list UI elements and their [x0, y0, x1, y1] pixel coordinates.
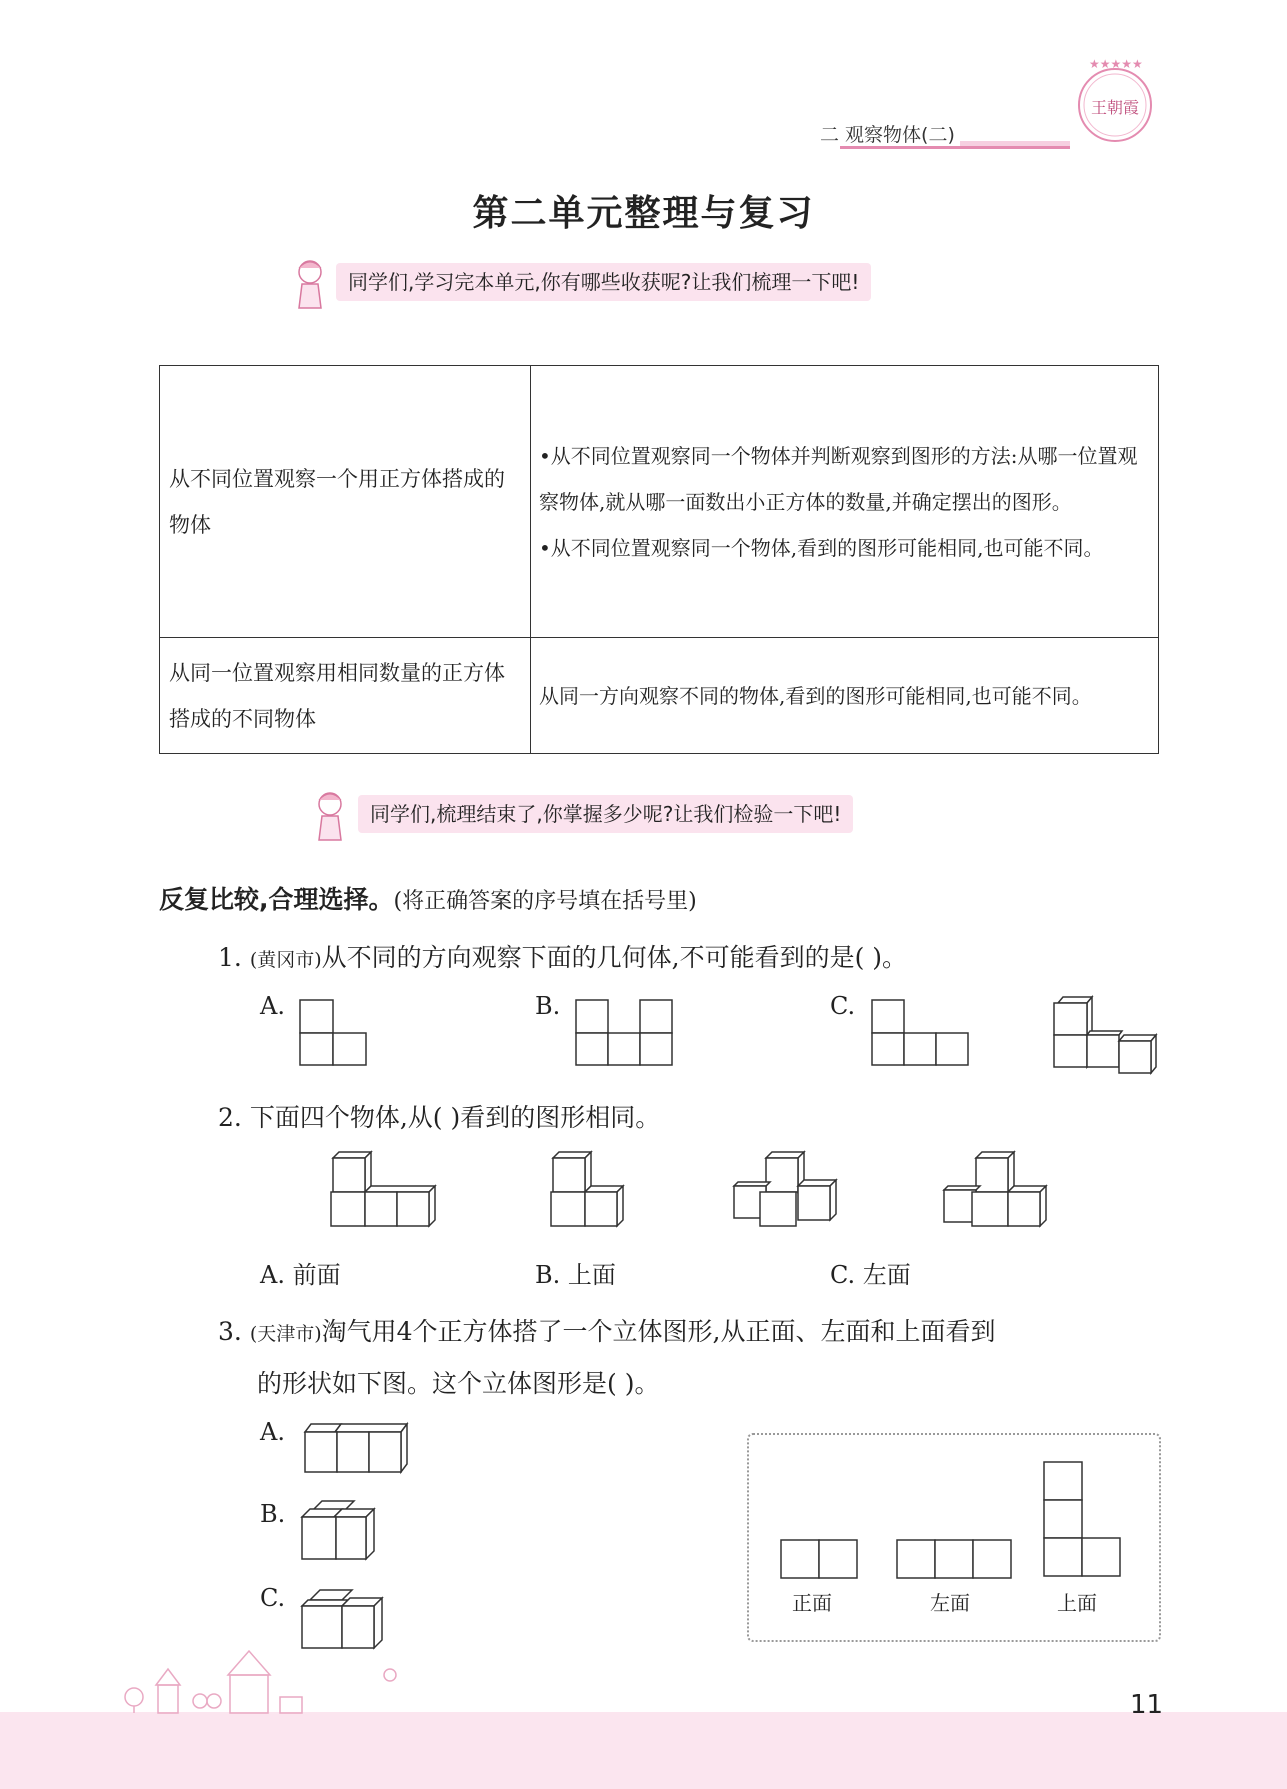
review-table [159, 365, 1159, 754]
option-c[interactable]: C. [830, 992, 856, 1020]
option-c-solid [300, 1584, 400, 1654]
left-view [895, 1538, 1013, 1580]
option-a[interactable]: A. [260, 992, 285, 1020]
question-text: 淘气用4个正方体搭了一个立体图形,从正面、左面和上面看到 [321, 1317, 996, 1346]
mascot-icon [290, 258, 330, 318]
page-title: 第二单元整理与复习 [472, 193, 815, 234]
front-view [779, 1538, 859, 1580]
option-c[interactable]: C. 左面 [830, 1261, 911, 1289]
top-view-label: 上面 [1057, 1591, 1097, 1615]
option-b-figure [574, 998, 674, 1066]
option-b[interactable]: B. [260, 1500, 286, 1528]
detail-point-1: •从不同位置观察同一个物体并判断观察到图形的方法:从哪一位置观察物体,就从哪一面数出小正方体的数量,并确定摆出的图形。 [539, 443, 1138, 514]
table-cell-detail [531, 366, 1159, 638]
solid-figure-4 [940, 1150, 1055, 1235]
option-b[interactable]: B. 上面 [535, 1261, 616, 1289]
table-cell-topic: 从同一位置观察用相同数量的正方体搭成的不同物体 [160, 638, 531, 754]
table-row [160, 638, 1159, 754]
solid-figure-1 [325, 1150, 445, 1235]
question-3 [218, 1312, 996, 1348]
question-source: (天津市) [249, 1323, 322, 1345]
table-cell-topic: 从不同位置观察一个用正方体搭成的物体 [160, 366, 531, 638]
question-text: 从不同的方向观察下面的几何体,不可能看到的是( )。 [321, 943, 908, 972]
option-a-figure [298, 998, 368, 1066]
question-number: 3. [218, 1317, 242, 1346]
solid-figure-3 [730, 1150, 845, 1235]
mascot-icon [310, 790, 350, 850]
heading-text: 反复比较,合理选择。 [159, 885, 394, 914]
tip-banner-1: 同学们,学习完本单元,你有哪些收获呢?让我们梳理一下吧! [336, 263, 871, 301]
option-b[interactable]: B. [535, 992, 561, 1020]
page-number: 11 [1130, 1690, 1164, 1720]
question-number: 1. [218, 943, 242, 972]
castle-decoration-icon [120, 1645, 420, 1715]
tag-underline [840, 146, 1070, 149]
solid-figure-2 [545, 1150, 635, 1235]
top-view [1042, 1460, 1122, 1580]
question-source: (黄冈市) [249, 949, 322, 971]
detail-point-2: •从不同位置观察同一个物体,看到的图形可能相同,也可能不同。 [539, 535, 1104, 560]
section-tag: 二 观察物体(二) [820, 124, 955, 146]
question-text: 下面四个物体,从( )看到的图形相同。 [249, 1103, 661, 1132]
svg-text:★★★★★: ★★★★★ [1089, 57, 1143, 71]
option-c[interactable]: C. [260, 1584, 286, 1612]
front-view-label: 正面 [792, 1591, 832, 1615]
table-row [160, 366, 1159, 638]
footer-band [0, 1712, 1287, 1789]
question-number: 2. [218, 1103, 242, 1132]
tip-banner-2: 同学们,梳理结束了,你掌握多少呢?让我们检验一下吧! [358, 795, 853, 833]
option-a-solid [300, 1420, 435, 1475]
question-1 [218, 938, 907, 974]
left-view-label: 左面 [930, 1591, 970, 1615]
option-a[interactable]: A. [260, 1418, 285, 1446]
option-b-solid [300, 1495, 395, 1565]
logo-badge [1075, 55, 1155, 145]
solid-figure-q1 [1050, 995, 1160, 1075]
question-2 [218, 1098, 660, 1134]
heading-note: (将正确答案的序号填在括号里) [393, 889, 697, 914]
option-a[interactable]: A. 前面 [260, 1261, 341, 1289]
question-3-line2: 的形状如下图。这个立体图形是( )。 [257, 1369, 660, 1398]
exercise-heading [159, 880, 697, 916]
logo-text: 王朝霞 [1090, 98, 1139, 117]
option-c-figure [870, 998, 970, 1066]
table-cell-detail: 从同一方向观察不同的物体,看到的图形可能相同,也可能不同。 [531, 638, 1159, 754]
